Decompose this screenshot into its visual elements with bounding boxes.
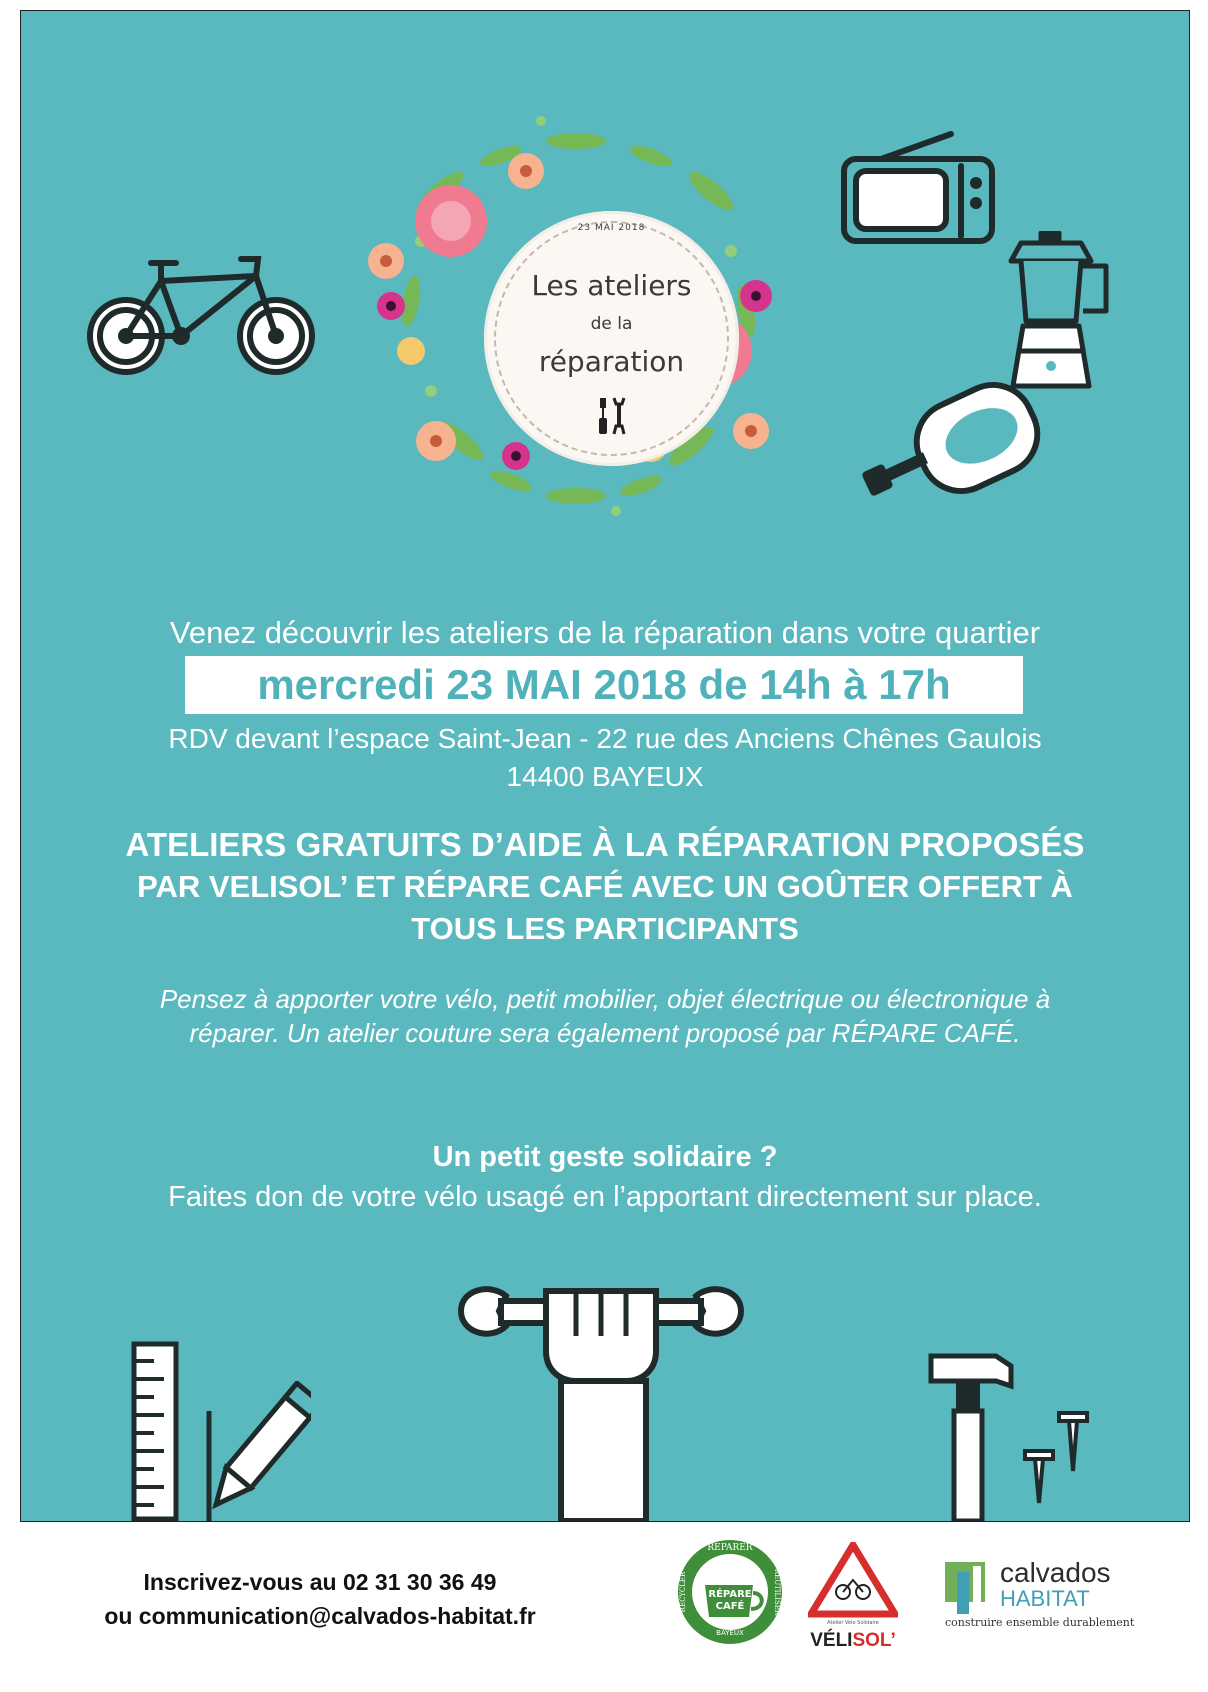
calvados-habitat: HABITAT xyxy=(1000,1586,1090,1611)
repare-cafe-ring-left: RECYCLER xyxy=(679,1571,687,1613)
screwdriver-wrench-icon xyxy=(596,396,628,436)
contact-block xyxy=(60,1565,580,1633)
hand-mixer-icon xyxy=(861,381,1051,526)
headline-line2: PAR VELISOL’ ET RÉPARE CAFÉ AVEC UN GOÛTER OFFERT À xyxy=(137,869,1073,904)
hammer-icon xyxy=(926,1351,1016,1521)
badge-date: 23 MAI 2018 xyxy=(577,223,646,233)
note-line1: Pensez à apporter votre vélo, petit mobilier, objet électrique ou électronique à xyxy=(159,984,1051,1014)
moka-pot-icon xyxy=(1001,231,1121,391)
repare-cafe-name2: CAFÉ xyxy=(715,1601,745,1612)
repare-cafe-logo xyxy=(675,1537,785,1647)
velisol-tagline: Atelier Vélo Solidaire xyxy=(827,1620,879,1626)
solidarity-title: Un petit geste solidaire ? xyxy=(432,1141,778,1173)
badge-title-line2: de la xyxy=(590,314,633,334)
headline-line1: ATELIERS GRATUITS D’AIDE À LA RÉPARATION PROPOSÉS xyxy=(125,826,1085,863)
calvados-tagline: construire ensemble durablement xyxy=(945,1616,1135,1629)
calvados-habitat-logo xyxy=(945,1552,1160,1632)
title-badge xyxy=(484,211,739,466)
address-line1: RDV devant l’espace Saint-Jean - 22 rue des Anciens Chênes Gaulois xyxy=(168,723,1042,754)
contact-phone: Inscrivez-vous au 02 31 30 36 49 xyxy=(143,1569,497,1595)
velisol-logo xyxy=(808,1542,898,1652)
pencil-icon xyxy=(201,1381,311,1521)
repare-cafe-ring-right: REUTILISER xyxy=(773,1568,781,1616)
repare-cafe-ring-top: REPARER xyxy=(707,1543,753,1553)
bicycle-icon xyxy=(86,251,316,386)
note-line2: réparer. Un atelier couture sera également proposé par RÉPARE CAFÉ. xyxy=(189,1018,1021,1048)
wrench-fist-icon xyxy=(451,1281,751,1521)
nails-icon xyxy=(1021,1411,1091,1521)
radio-icon xyxy=(841,131,996,246)
headline-line3: TOUS LES PARTICIPANTS xyxy=(411,911,799,946)
repare-cafe-city: BAYEUX xyxy=(716,1629,744,1637)
badge-title-line1: Les ateliers xyxy=(531,269,692,302)
poster xyxy=(20,10,1190,1522)
calvados-name: calvados xyxy=(1000,1557,1111,1588)
ruler-icon xyxy=(129,1341,184,1521)
date-banner: mercredi 23 MAI 2018 de 14h à 17h xyxy=(185,656,1023,714)
badge-title-line3: réparation xyxy=(538,345,685,378)
address-line2: 14400 BAYEUX xyxy=(506,761,704,792)
intro-text: Venez découvrir les ateliers de la réparation dans votre quartier xyxy=(169,615,1041,650)
solidarity-text: Faites don de votre vélo usagé en l’apportant directement sur place. xyxy=(168,1181,1042,1213)
repare-cafe-name1: RÉPARE xyxy=(708,1589,752,1600)
contact-email: ou communication@calvados-habitat.fr xyxy=(104,1603,536,1629)
velisol-name: VÉLISOL’ xyxy=(810,1630,896,1651)
